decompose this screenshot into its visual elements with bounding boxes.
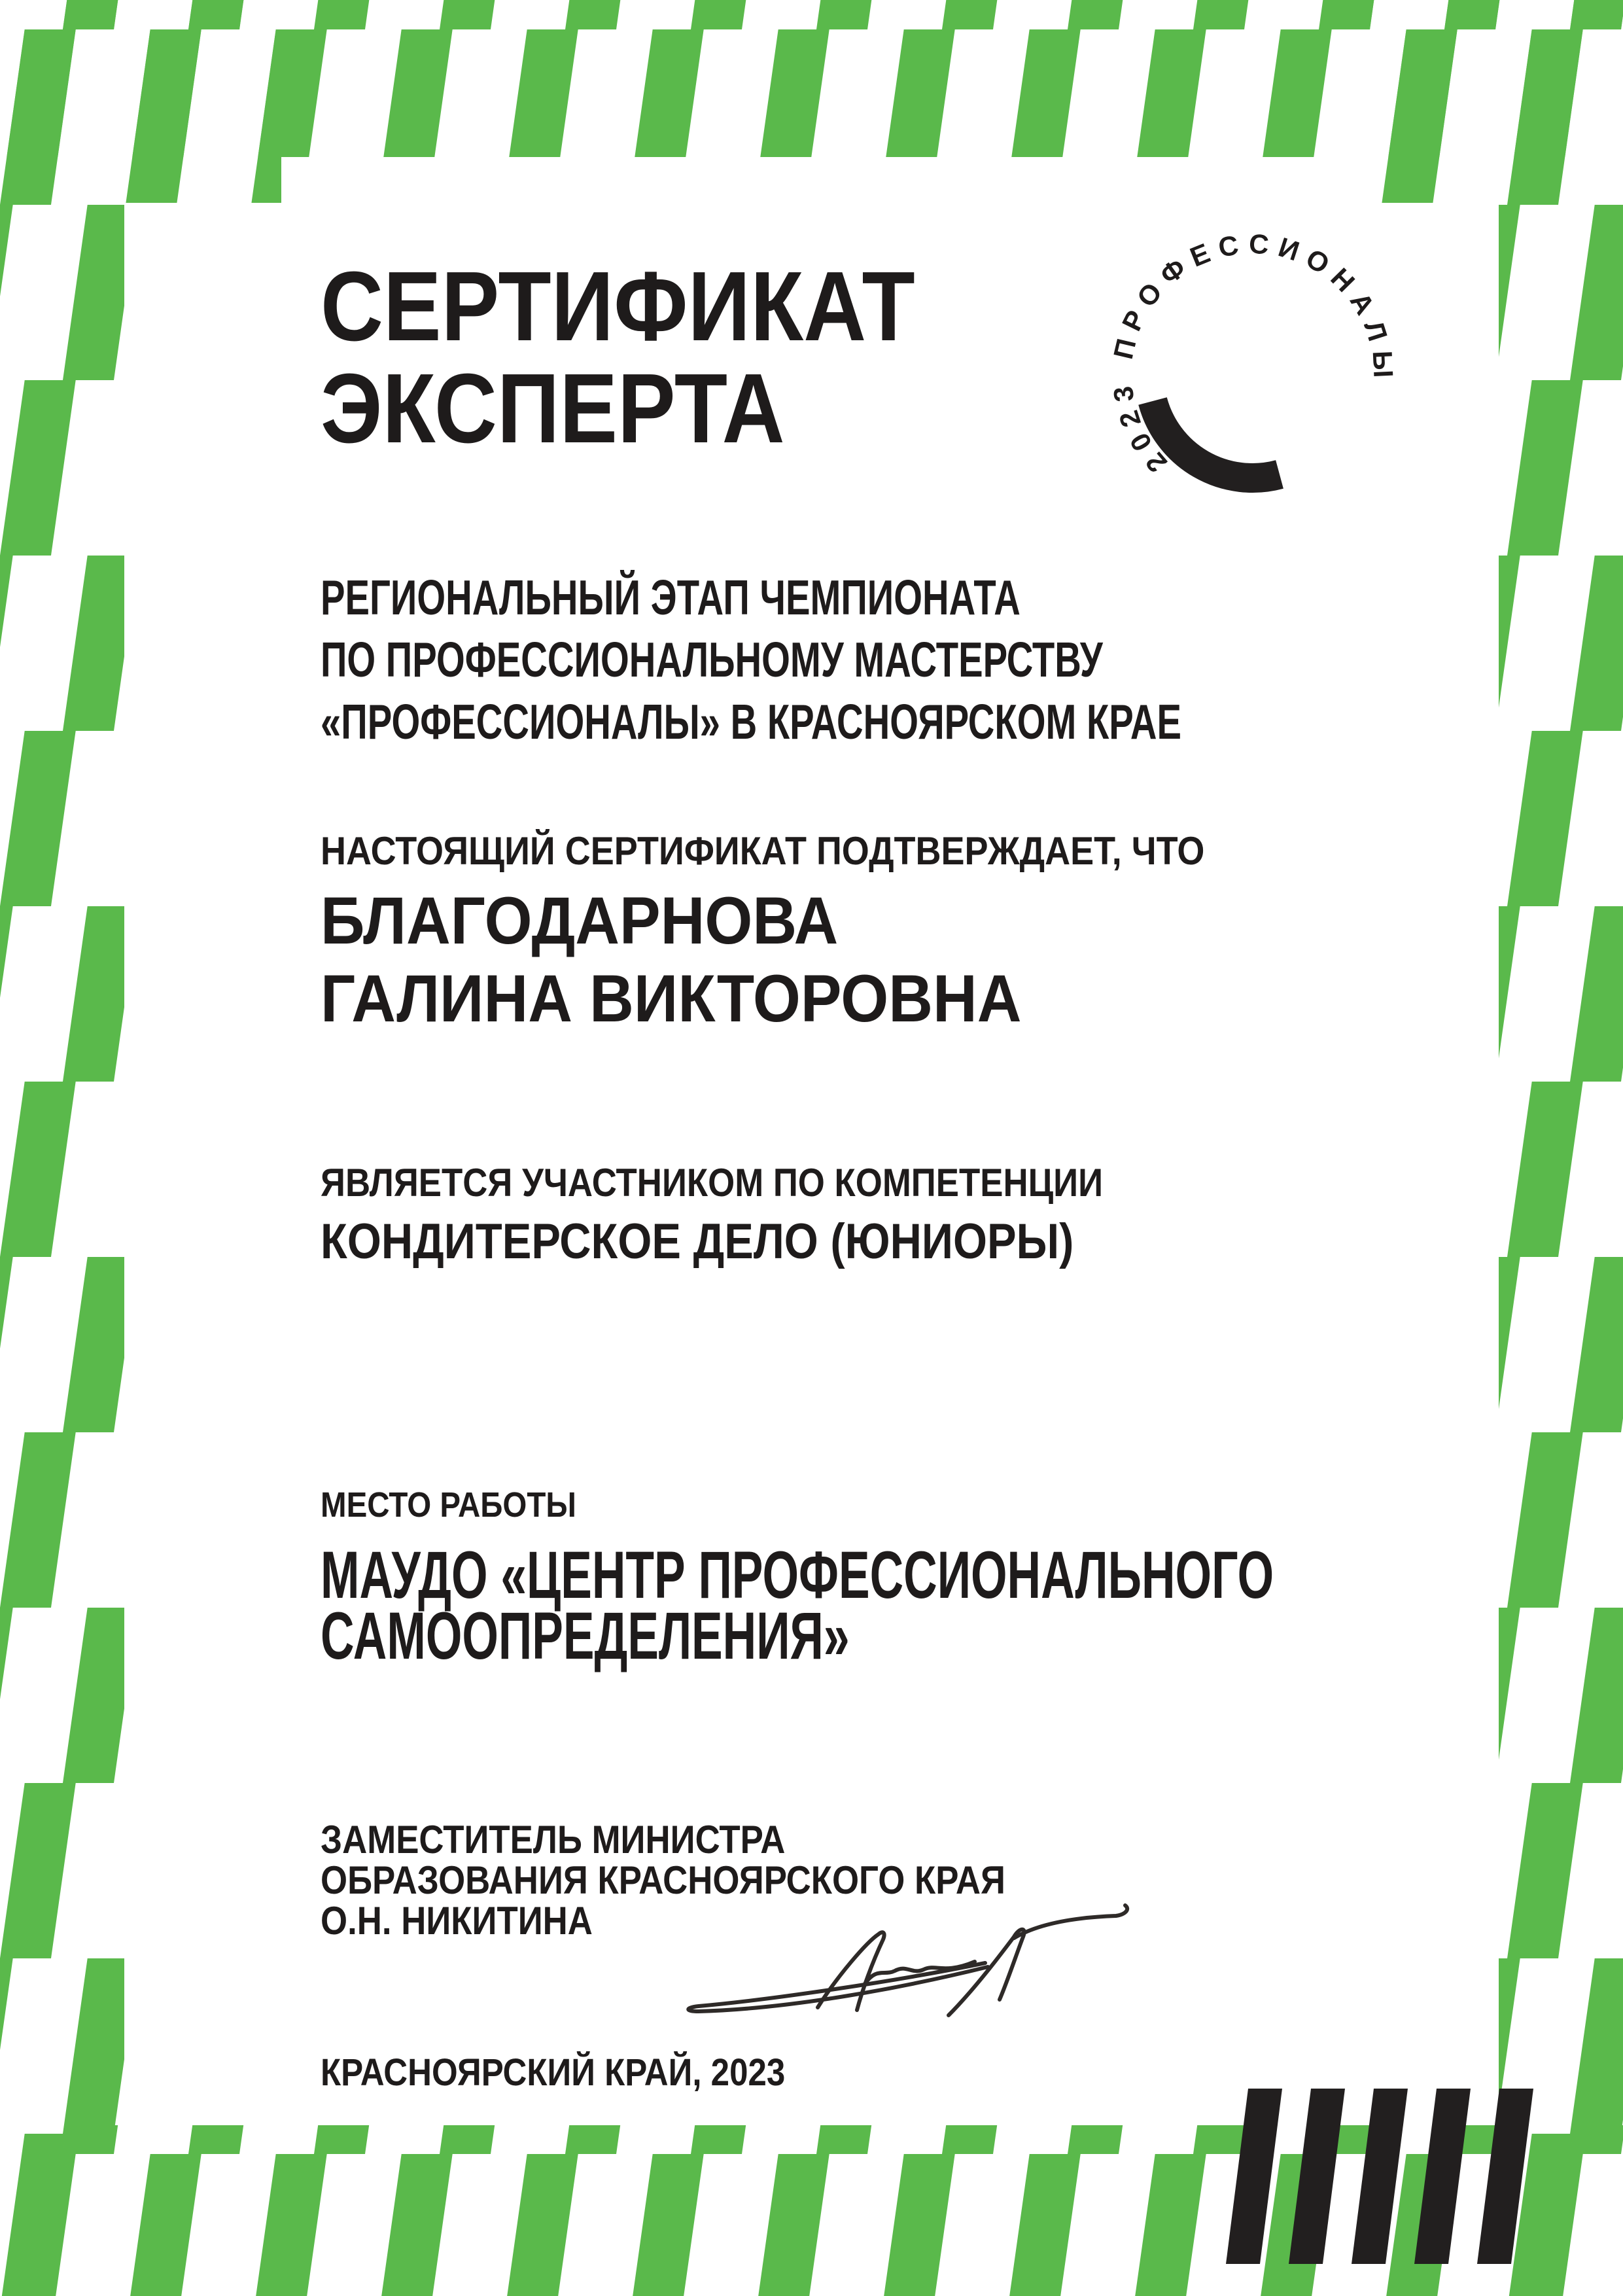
workplace-value xyxy=(321,1538,1623,1673)
signature-strokes xyxy=(688,1905,1127,2015)
border-corner-top-left xyxy=(124,0,281,203)
competency xyxy=(321,1214,1176,1269)
border-right xyxy=(1499,0,1623,2296)
workplace-label xyxy=(321,1487,611,1523)
certificate-title xyxy=(321,251,996,463)
role-line xyxy=(321,1163,1210,1203)
competency-text: КОНДИТЕРСКОЕ ДЕЛО (ЮНИОРЫ) xyxy=(321,1214,1074,1269)
workplace-label-text: МЕСТО РАБОТЫ xyxy=(321,1485,576,1525)
signatory-line-2: ОБРАЗОВАНИЯ КРАСНОЯРСКОГО КРАЯ xyxy=(321,1858,1005,1902)
workplace-line-2: САМООПРЕДЕЛЕНИЯ» xyxy=(321,1598,850,1673)
title-line-2: ЭКСПЕРТА xyxy=(321,353,785,463)
confirmation-intro xyxy=(321,829,1302,873)
border-corner-top-right xyxy=(1342,0,1499,203)
workplace-line-1: МАУДО «ЦЕНТР ПРОФЕССИОНАЛЬНОГО xyxy=(321,1538,1274,1612)
title-line-1: СЕРТИФИКАТ xyxy=(321,251,915,361)
logo-arc-icon xyxy=(1153,401,1280,478)
holder-name-patronymic: ГАЛИНА ВИКТОРОВНА xyxy=(321,961,1022,1036)
role-line-text: ЯВЛЯЕТСЯ УЧАСТНИКОМ ПО КОМПЕТЕНЦИИ xyxy=(321,1161,1104,1205)
championship-description xyxy=(321,567,1469,753)
championship-line-3: «ПРОФЕССИОНАЛЫ» В КРАСНОЯРСКОМ КРАЕ xyxy=(321,694,1182,749)
signatory-line-3: О.Н. НИКИТИНА xyxy=(321,1899,593,1943)
signatory-line-1: ЗАМЕСТИТЕЛЬ МИНИСТРА xyxy=(321,1818,786,1862)
holder-surname: БЛАГОДАРНОВА xyxy=(321,883,839,958)
holder-name xyxy=(321,882,1083,1038)
border-left xyxy=(0,0,124,2296)
logo-circle-text: 2023 ПРОФЕССИОНАЛЫ xyxy=(1106,228,1400,479)
championship-line-2: ПО ПРОФЕССИОНАЛЬНОМУ МАСТЕРСТВУ xyxy=(321,632,1103,687)
footer-place-year-text: КРАСНОЯРСКИЙ КРАЙ, 2023 xyxy=(321,2051,786,2094)
championship-round-logo xyxy=(1106,228,1399,495)
footer-place-year xyxy=(321,2051,848,2094)
signature xyxy=(621,1878,1178,2048)
championship-line-1: РЕГИОНАЛЬНЫЙ ЭТАП ЧЕМПИОНАТА xyxy=(321,570,1021,625)
confirmation-intro-line: НАСТОЯЩИЙ СЕРТИФИКАТ ПОДТВЕРЖДАЕТ, ЧТО xyxy=(321,829,1205,873)
